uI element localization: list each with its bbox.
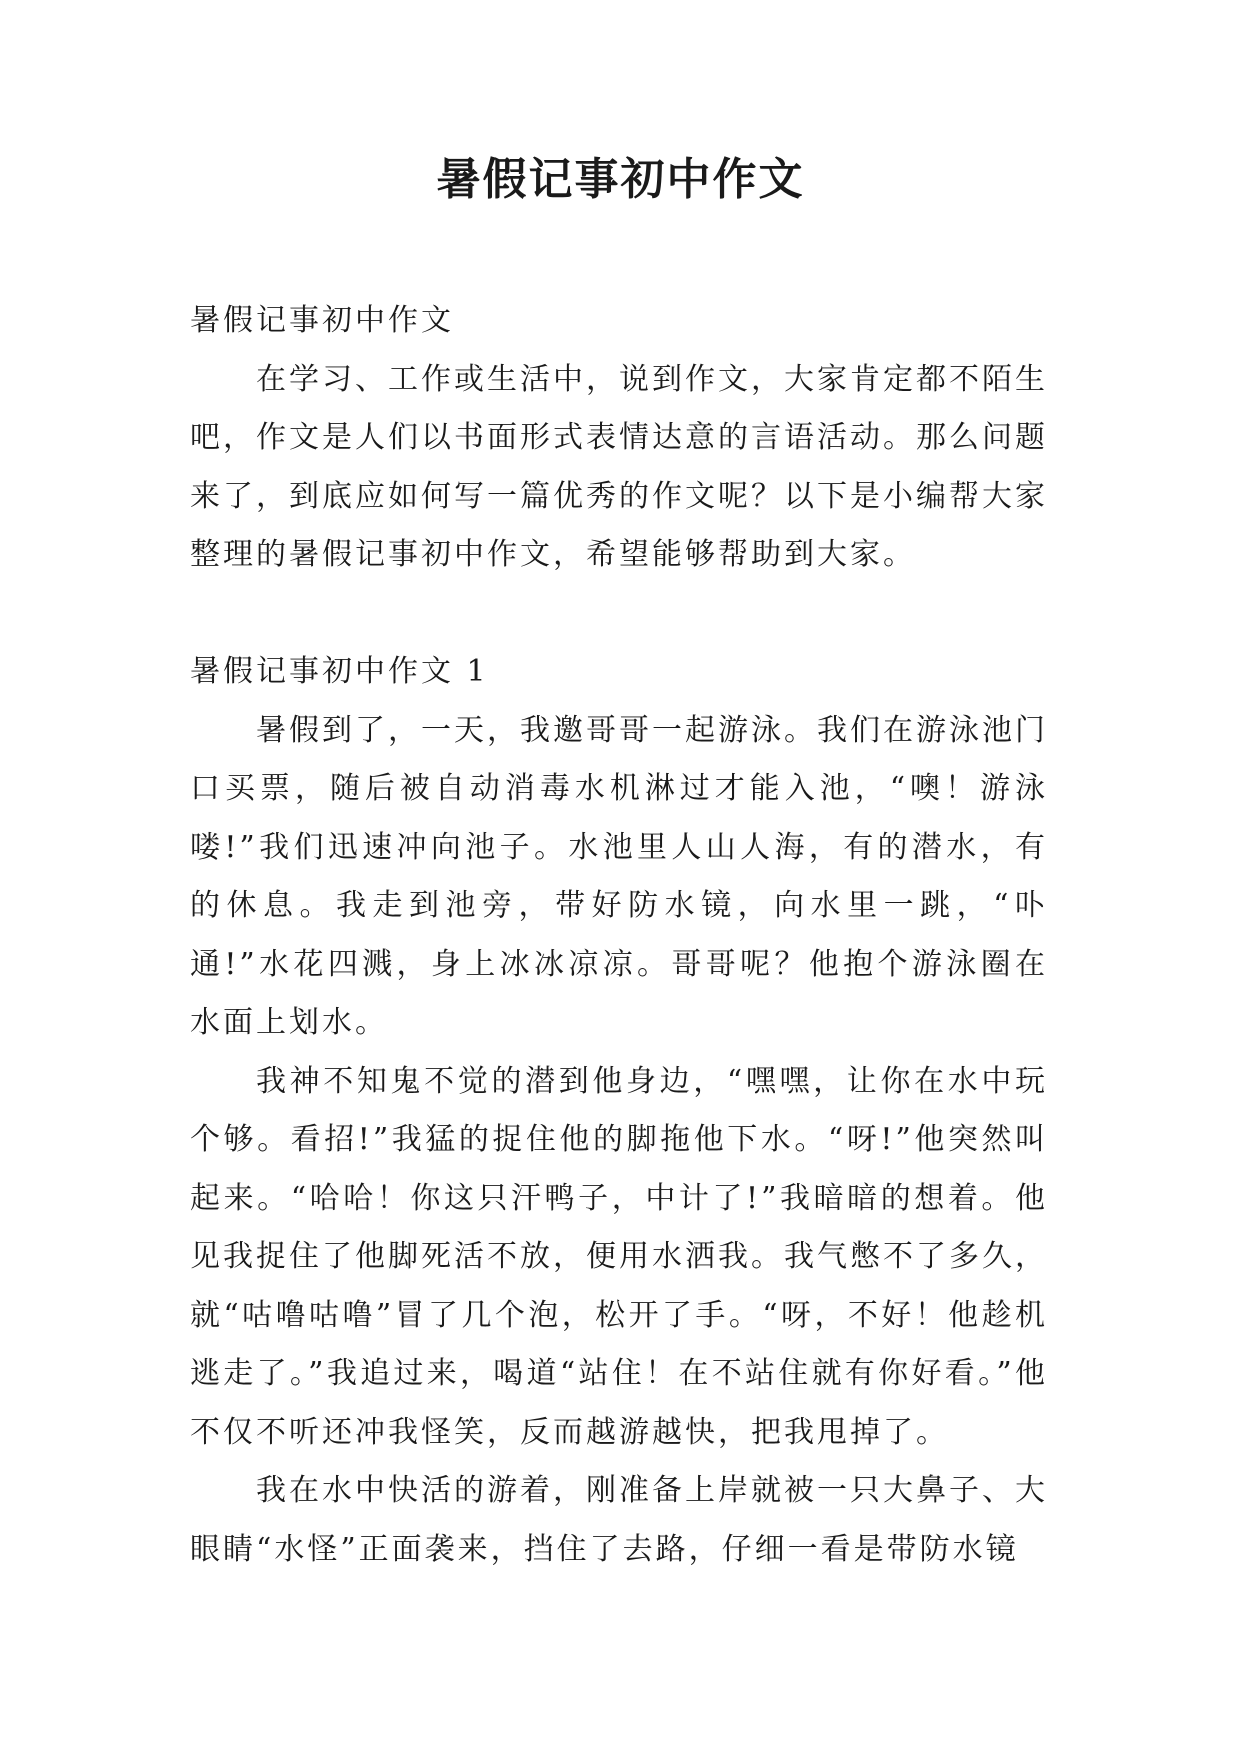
section-heading: 暑假记事初中作文 1 — [190, 654, 489, 689]
body-paragraph: 暑假到了，一天，我邀哥哥一起游泳。我们在游泳池门口买票，随后被自动消毒水机淋过才能入池，“噢！游泳喽!”我们迅速冲向池子。水池里人山人海，有的潜水，有的休息。我走到池旁，带好防水镜，向水里一跳，“卟通!”水花四溅，身上冰冰凉凉。哥哥呢？他抱个游泳圈在水面上划水。 — [190, 712, 1048, 1040]
body-paragraph: 我神不知鬼不觉的潜到他身边，“嘿嘿，让你在水中玩个够。看招!”我猛的捉住他的脚拖他下水。“呀!”他突然叫起来。“哈哈！你这只汗鸭子，中计了!”我暗暗的想着。他见我捉住了他脚死活不放，便用水洒我。我气憋不了多久，就“咕噜咕噜”冒了几个泡，松开了手。“呀，不好！他趁机逃走了。”我追过来，喝道“站住！在不站住就有你好看。”他不仅不听还冲我怪笑，反而越游越快，把我甩掉了。 — [190, 1063, 1048, 1450]
document-body — [190, 292, 1048, 1579]
document-title: 暑假记事初中作文 — [436, 154, 805, 205]
subtitle-line: 暑假记事初中作文 — [190, 303, 454, 338]
paragraph-spacer — [190, 585, 1048, 644]
body-paragraph: 我在水中快活的游着，刚准备上岸就被一只大鼻子、大眼睛“水怪”正面袭来，挡住了去路，仔细一看是带防水镜 — [190, 1473, 1048, 1567]
intro-paragraph: 在学习、工作或生活中，说到作文，大家肯定都不陌生吧，作文是人们以书面形式表情达意的言语活动。那么问题来了，到底应如何写一篇优秀的作文呢？以下是小编帮大家整理的暑假记事初中作文，希望能够帮助到大家。 — [190, 361, 1048, 572]
